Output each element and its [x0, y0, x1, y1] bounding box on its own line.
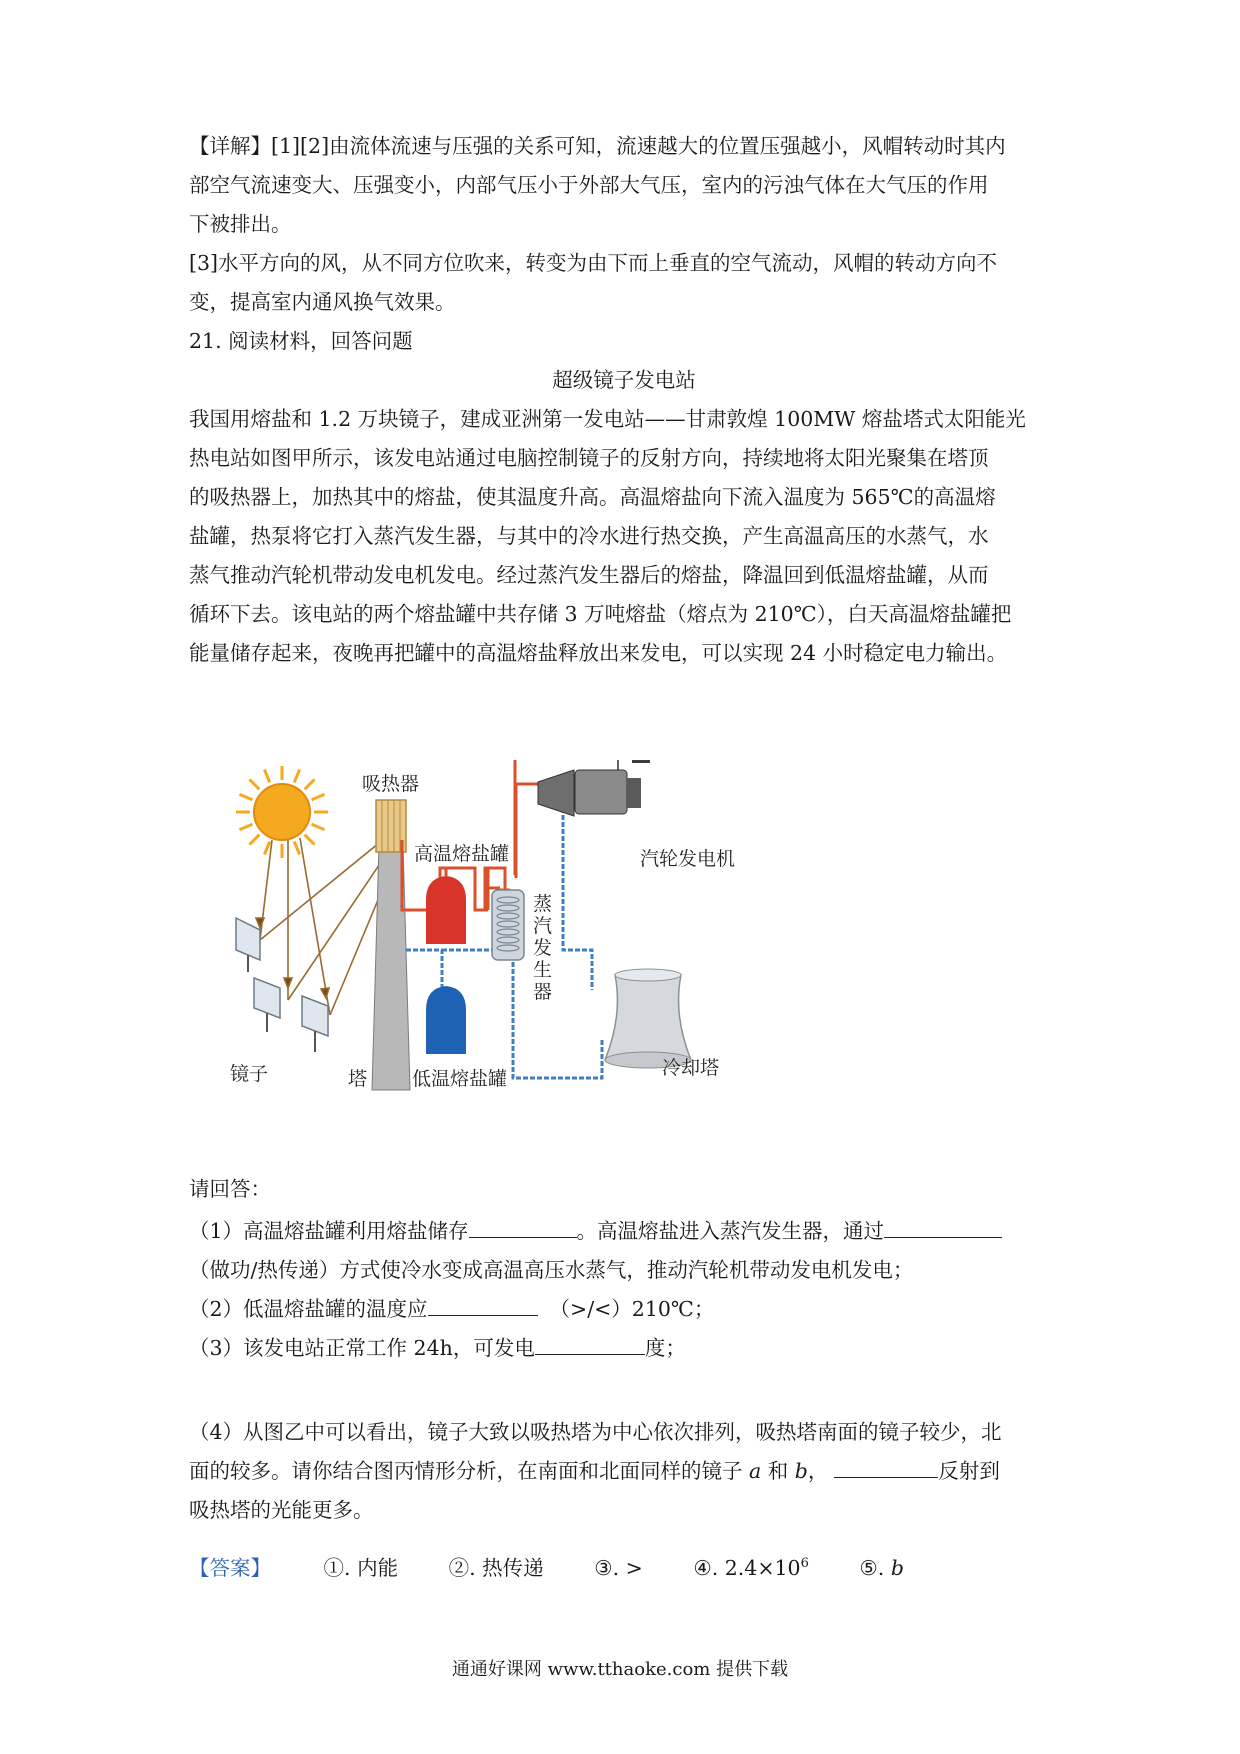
mirror-icon	[236, 918, 260, 972]
answer-row	[189, 1542, 948, 1590]
article-title: 超级镜子发电站	[552, 368, 696, 392]
passage-line: 能量储存起来，夜晚再把罐中的高温熔盐释放出来发电，可以实现 24 小时稳定电力输出。	[189, 641, 1008, 665]
label-cooling: 冷却塔	[662, 1057, 720, 1079]
passage-line: 循环下去。该电站的两个熔盐罐中共存储 3 万吨熔盐（熔点为 210℃），白天高温熔盐罐把	[189, 602, 1012, 626]
passage-line: 蒸气推动汽轮机带动发电机发电。经过蒸汽发生器后的熔盐，降温回到低温熔盐罐，从而	[189, 563, 989, 587]
cooling-tower	[605, 969, 691, 1068]
label-steam-gen: 器	[533, 981, 553, 1003]
answer-tag: 【答案】	[189, 1555, 271, 1580]
page-footer: 通通好课网 www.tthaoke.com 提供下载	[451, 1659, 789, 1680]
answer-item: ②. 热传递	[448, 1555, 544, 1580]
question-3: （3）该发电站正常工作 24h，可发电 度；	[189, 1336, 686, 1360]
sun-icon	[236, 766, 328, 858]
tower	[372, 800, 410, 1090]
answer-blank	[469, 1236, 577, 1238]
hot-tank	[426, 868, 466, 944]
label-steam-gen: 蒸	[533, 893, 553, 915]
answer-item: ⑤. b	[859, 1555, 904, 1580]
label-steam-gen: 发	[533, 937, 553, 959]
prompt-intro: 请回答：	[189, 1177, 271, 1201]
steam-generator	[492, 890, 524, 960]
question-2: （2）低温熔盐罐的温度应 （>/<）210℃；	[189, 1297, 715, 1321]
passage-line: 的吸热器上，加热其中的熔盐，使其温度升高。高温熔盐向下流入温度为 565℃的高温熔	[189, 485, 996, 509]
question-4: （4）从图乙中可以看出，镜子大致以吸热塔为中心依次排列，吸热塔南面的镜子较少，北	[189, 1420, 1002, 1444]
passage-line: 我国用熔盐和 1.2 万块镜子，建成亚洲第一发电站——甘肃敦煌 100MW 熔盐塔式太阳能光	[189, 407, 1026, 431]
label-mirror: 镜子	[230, 1063, 269, 1085]
answer-blank	[428, 1314, 538, 1316]
question-heading: 21. 阅读材料，回答问题	[189, 329, 413, 353]
solar-plant-diagram	[230, 760, 830, 1110]
answer-blank	[884, 1236, 1002, 1238]
passage-line: 热电站如图甲所示，该发电站通过电脑控制镜子的反射方向，持续地将太阳光聚集在塔顶	[189, 446, 989, 470]
label-steam-gen: 生	[533, 959, 553, 981]
answer-blank	[535, 1353, 645, 1355]
cold-tank	[426, 986, 466, 1054]
answer-blank	[834, 1476, 938, 1478]
question-4-cont: 吸热塔的光能更多。	[189, 1498, 374, 1522]
question-1: （1）高温熔盐罐利用熔盐储存 。高温熔盐进入蒸汽发生器，通过	[189, 1210, 1059, 1253]
answer-item: ④. $2.4\times 10^6$	[693, 1555, 809, 1580]
label-hot-tank: 高温熔盐罐	[414, 843, 510, 865]
label-tower: 塔	[348, 1068, 368, 1090]
mirror-icon	[254, 978, 280, 1032]
explanation-line: [3]水平方向的风，从不同方位吹来，转变为由下而上垂直的空气流动，风帽的转动方向不	[189, 251, 998, 275]
explanation-line: 部空气流速变大、压强变小，内部气压小于外部大气压，室内的污浊气体在大气压的作用	[189, 173, 989, 197]
label-turbine: 汽轮发电机	[640, 848, 736, 870]
explanation-line: 变，提高室内通风换气效果。	[189, 290, 456, 314]
question-1-cont: （做功/热传递）方式使冷水变成高温高压水蒸气，推动汽轮机带动发电机发电；	[189, 1258, 914, 1282]
answer-item: ①. 内能	[323, 1555, 399, 1580]
explanation-line: 下被排出。	[189, 212, 292, 236]
passage-line: 盐罐，热泵将它打入蒸汽发生器，与其中的冷水进行热交换，产生高温高压的水蒸气，水	[189, 524, 989, 548]
explanation-line: 【详解】[1][2]由流体流速与压强的关系可知，流速越大的位置压强越小，风帽转动时其内	[189, 134, 1006, 158]
question-4-cont: 面的较多。请你结合图丙情形分析，在南面和北面同样的镜子 a 和 b， 反射到	[189, 1459, 1000, 1483]
answer-item: ③. >	[594, 1555, 643, 1580]
turbine-generator	[538, 760, 650, 816]
label-absorber: 吸热器	[362, 773, 420, 795]
label-cold-tank: 低温熔盐罐	[412, 1068, 508, 1090]
mirror-icon	[302, 996, 328, 1052]
label-steam-gen: 汽	[533, 915, 553, 937]
